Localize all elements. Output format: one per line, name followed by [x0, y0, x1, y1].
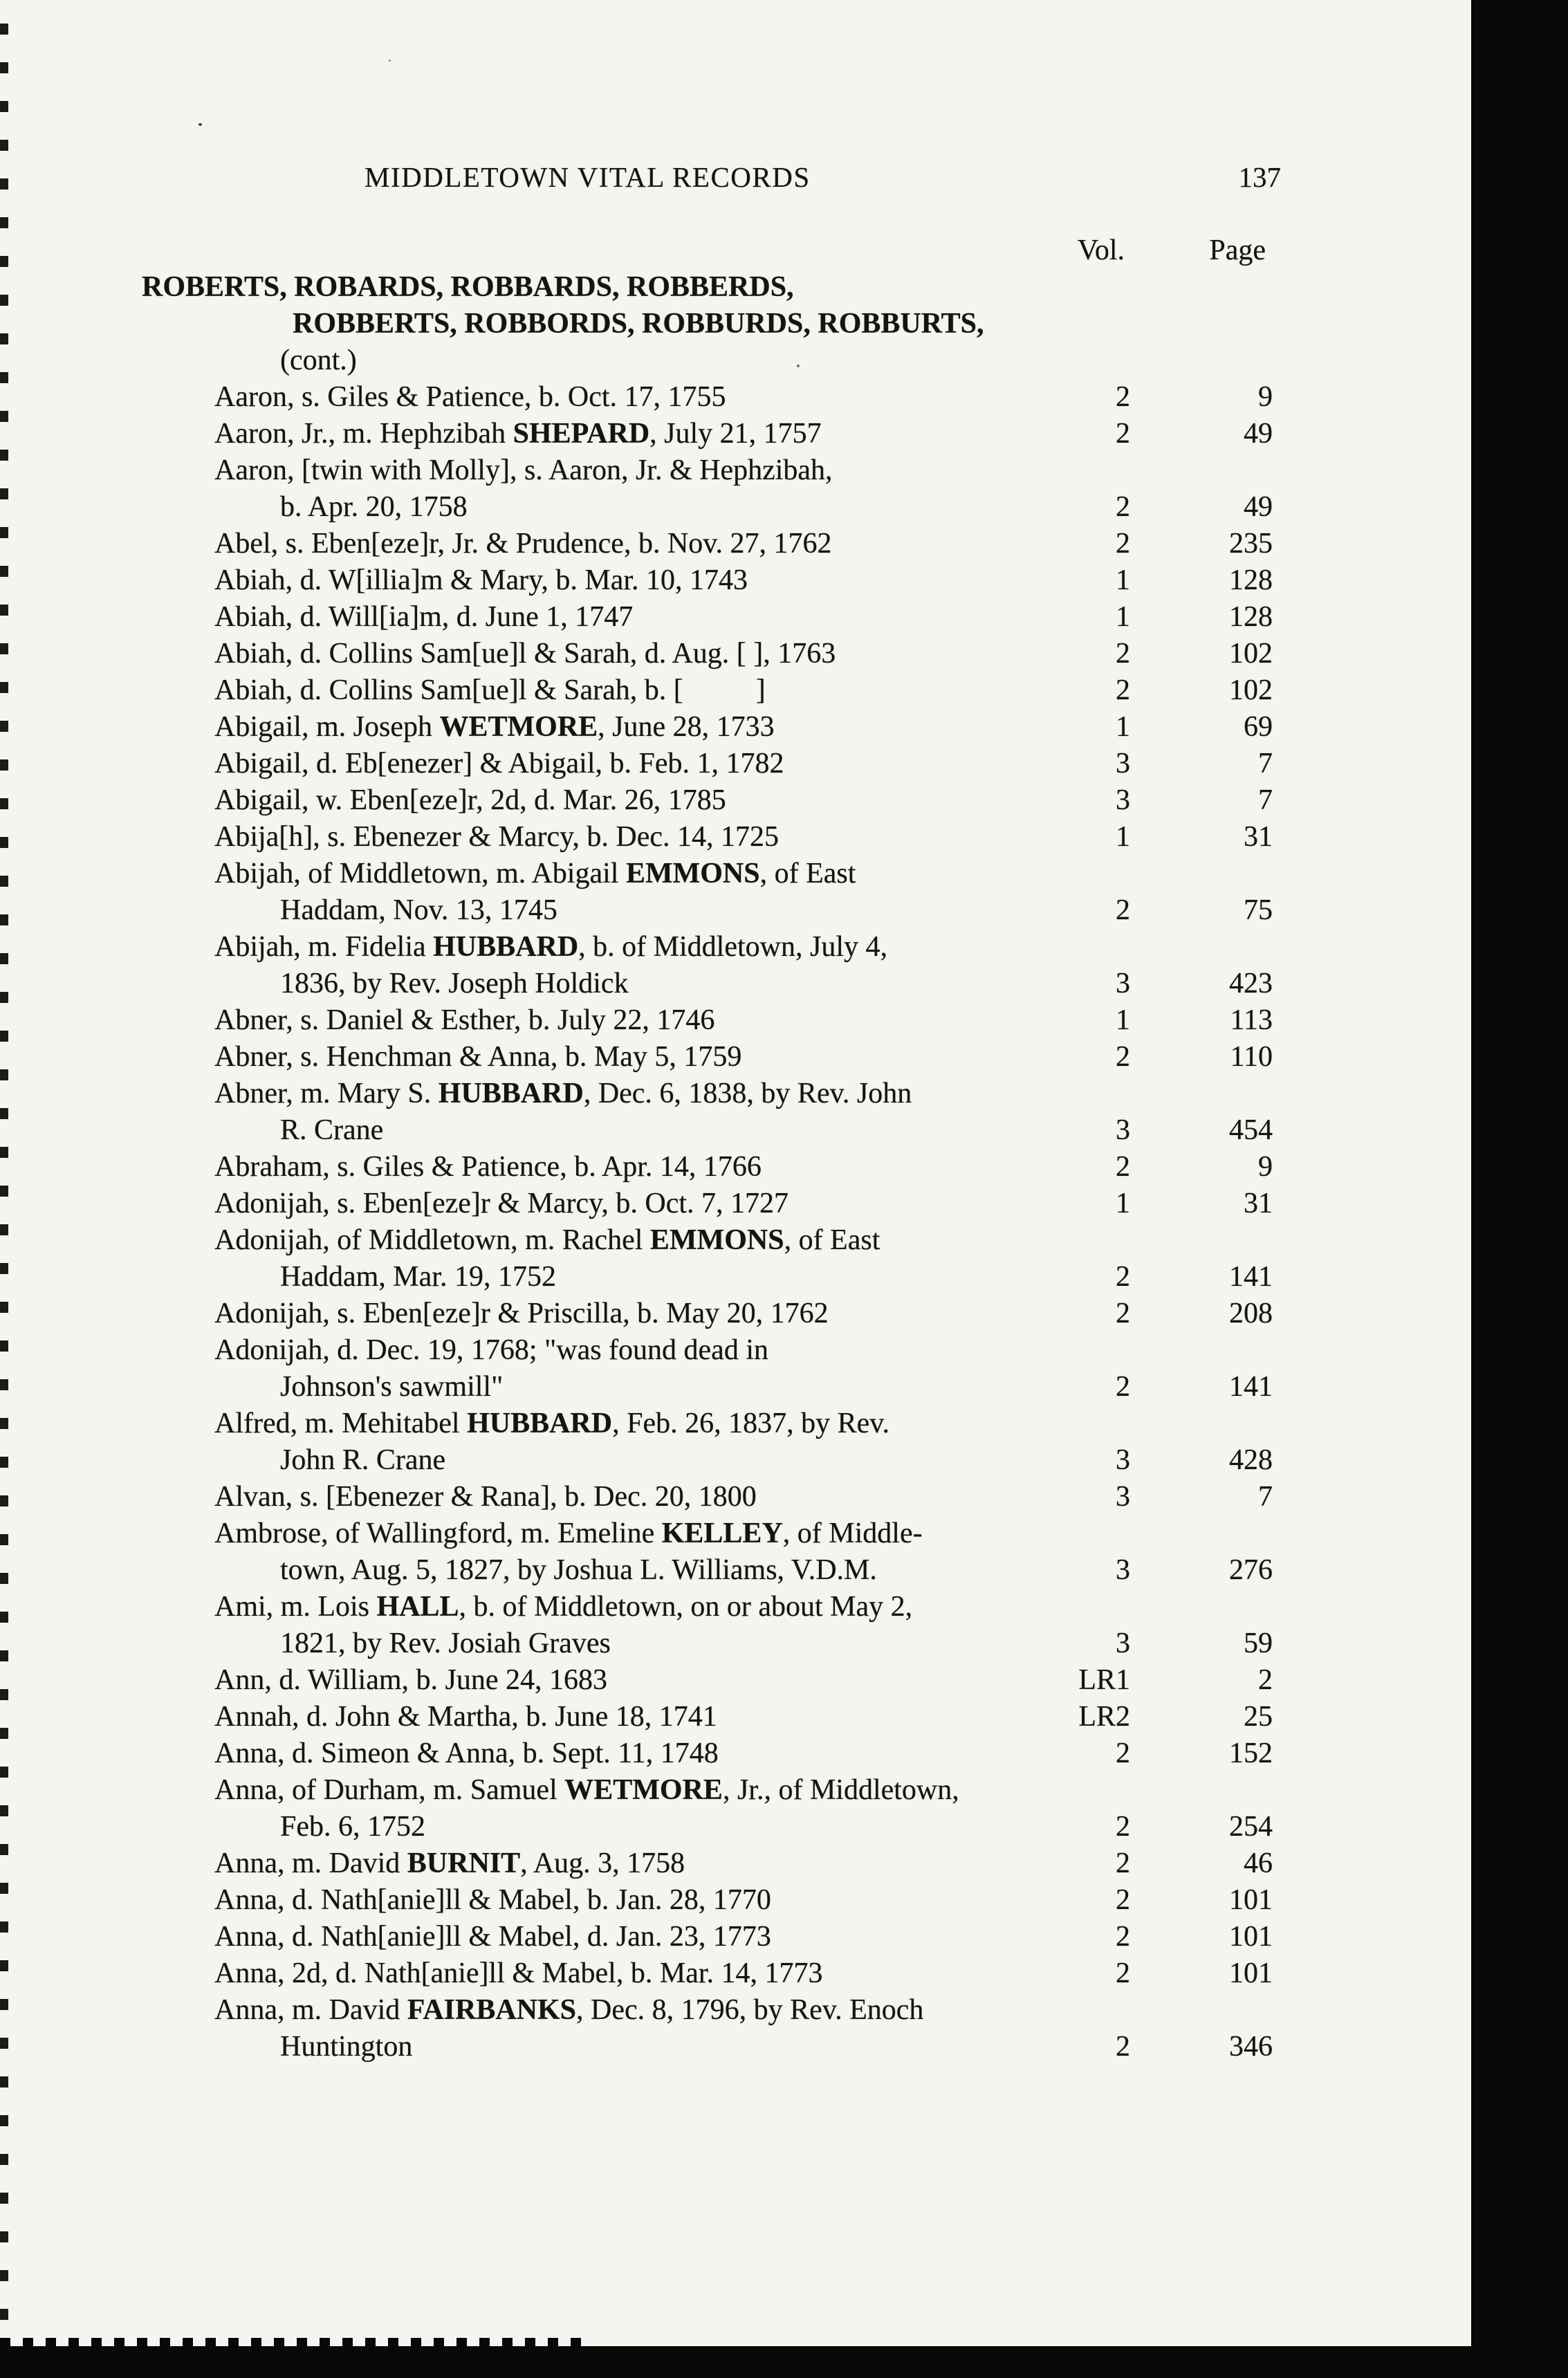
record-text: , b. of Middletown, July 4,: [578, 931, 887, 963]
record-page: 423: [1229, 968, 1273, 999]
record-text: Abijah, of Middletown, m. Abigail: [214, 858, 626, 890]
record-line: [214, 1735, 1293, 1772]
record-entry: [214, 672, 1293, 709]
record-text: , b. of Middletown, on or about May 2,: [459, 1591, 913, 1623]
record-surname-bold: HUBBARD: [438, 1078, 584, 1109]
record-line: [214, 856, 1293, 892]
record-vol: 3: [1116, 1481, 1130, 1513]
surname-heading-line2: ROBBERTS, ROBBORDS, ROBBURDS, ROBBURTS,: [293, 308, 984, 340]
record-page: 101: [1229, 1957, 1273, 1989]
record-vol: 3: [1116, 784, 1130, 816]
record-text: Ambrose, of Wallingford, m. Emeline: [214, 1518, 662, 1549]
record-page: 254: [1229, 1811, 1273, 1843]
record-page: 428: [1229, 1444, 1273, 1476]
record-text: Abner, s. Daniel & Esther, b. July 22, 1746: [214, 1004, 715, 1036]
record-vol: 3: [1116, 748, 1130, 780]
record-line: [280, 1809, 1293, 1845]
record-text: Anna, d. Simeon & Anna, b. Sept. 11, 1748: [214, 1738, 719, 1769]
record-surname-bold: BURNIT: [407, 1847, 521, 1879]
record-page: 7: [1258, 1481, 1273, 1513]
record-surname-bold: HUBBARD: [467, 1408, 613, 1439]
record-entry: [214, 929, 1293, 1002]
record-text: , of East: [759, 858, 856, 890]
record-text: Abiah, d. Will[ia]m, d. June 1, 1747: [214, 601, 634, 633]
record-surname-bold: WETMORE: [564, 1774, 723, 1806]
record-surname-bold: HALL: [376, 1591, 459, 1623]
record-line: [214, 746, 1293, 782]
record-vol: 2: [1116, 1847, 1130, 1879]
record-text: Adonijah, s. Eben[eze]r & Marcy, b. Oct. 7, 1727: [214, 1188, 789, 1219]
record-vol: 2: [1116, 1957, 1130, 1989]
record-text: Abigail, d. Eb[enezer] & Abigail, b. Feb. 1, 1782: [214, 748, 784, 780]
record-vol: 2: [1116, 1371, 1130, 1403]
record-text: Ami, m. Lois: [214, 1591, 377, 1623]
record-text: , Dec. 8, 1796, by Rev. Enoch: [576, 1994, 924, 2026]
record-line: [214, 1845, 1293, 1882]
record-entry: [214, 1845, 1293, 1882]
record-entry: [214, 526, 1293, 562]
record-entry: [214, 1772, 1293, 1845]
record-page: 2: [1258, 1664, 1273, 1696]
record-text: Alvan, s. [Ebenezer & Rana], b. Dec. 20, 1800: [214, 1481, 757, 1513]
record-entry: [214, 1002, 1293, 1039]
record-line: [214, 636, 1293, 672]
record-page: 59: [1244, 1628, 1273, 1659]
record-line: [214, 1076, 1293, 1112]
record-entry: [214, 452, 1293, 526]
page-number: 137: [1238, 161, 1281, 193]
record-page: 128: [1229, 564, 1273, 596]
record-vol: 3: [1116, 1554, 1130, 1586]
record-vol: 2: [1116, 1261, 1130, 1293]
record-vol: 1: [1116, 711, 1130, 743]
record-text: Abiah, d. W[illia]m & Mary, b. Mar. 10, 1743: [214, 564, 748, 596]
record-text: Abiah, d. Collins Sam[ue]l & Sarah, b. [ ]: [214, 674, 766, 706]
record-line: [280, 1442, 1293, 1479]
record-text: Abraham, s. Giles & Patience, b. Apr. 14, 1766: [214, 1151, 762, 1183]
record-surname-bold: FAIRBANKS: [407, 1994, 577, 2026]
record-entry: [214, 1919, 1293, 1955]
record-line: [214, 782, 1293, 819]
record-text: Anna, of Durham, m. Samuel: [214, 1774, 565, 1806]
record-text: Alfred, m. Mehitabel: [214, 1408, 468, 1439]
record-text: Anna, m. David: [214, 1847, 407, 1879]
record-text: b. Apr. 20, 1758: [280, 491, 468, 523]
record-page: 9: [1258, 1151, 1273, 1183]
record-page: 235: [1229, 528, 1273, 560]
record-entry: [214, 416, 1293, 452]
record-line: [280, 489, 1293, 526]
record-entry: [214, 1662, 1293, 1699]
record-entry: [214, 379, 1293, 416]
record-entry: [214, 1332, 1293, 1405]
record-entry: [214, 1149, 1293, 1186]
record-text: Abner, s. Henchman & Anna, b. May 5, 1759: [214, 1041, 742, 1073]
record-vol: 2: [1116, 1151, 1130, 1183]
record-line: [214, 1662, 1293, 1699]
record-line: [214, 1772, 1293, 1809]
record-line: [214, 1002, 1293, 1039]
record-vol: LR2: [1078, 1701, 1130, 1733]
record-entry: [214, 1296, 1293, 1332]
records-list: [214, 379, 1293, 2065]
record-entry: [214, 1955, 1293, 1992]
record-page: 7: [1258, 748, 1273, 780]
record-page: 31: [1244, 821, 1273, 853]
record-vol: 1: [1116, 821, 1130, 853]
record-page: 69: [1244, 711, 1273, 743]
record-text: , Jr., of Middletown,: [722, 1774, 959, 1806]
record-entry: [214, 1039, 1293, 1076]
record-line: [214, 526, 1293, 562]
record-vol: 2: [1116, 674, 1130, 706]
record-line: [214, 672, 1293, 709]
record-text: Annah, d. John & Martha, b. June 18, 1741: [214, 1701, 717, 1733]
record-page: 49: [1244, 491, 1273, 523]
record-entry: [214, 1076, 1293, 1149]
surname-heading: [142, 269, 984, 379]
record-surname-bold: SHEPARD: [513, 418, 650, 450]
record-vol: 1: [1116, 601, 1130, 633]
record-page: 7: [1258, 784, 1273, 816]
record-text: Huntington: [280, 2031, 413, 2063]
record-text: R. Crane: [280, 1114, 384, 1146]
record-entry: [214, 746, 1293, 782]
record-entry: [214, 819, 1293, 856]
record-vol: 1: [1116, 1004, 1130, 1036]
record-page: 128: [1229, 601, 1273, 633]
record-page: 152: [1229, 1738, 1273, 1769]
page-title: MIDDLETOWN VITAL RECORDS: [365, 161, 811, 193]
record-vol: 2: [1116, 528, 1130, 560]
record-page: 102: [1229, 638, 1273, 670]
record-page: 110: [1230, 1041, 1273, 1073]
record-page: 31: [1244, 1188, 1273, 1219]
record-page: 113: [1230, 1004, 1273, 1036]
record-line: [214, 562, 1293, 599]
record-line: [214, 929, 1293, 966]
record-vol: 2: [1116, 1811, 1130, 1843]
record-line: [214, 1332, 1293, 1369]
record-page: 141: [1229, 1371, 1273, 1403]
record-text: Anna, 2d, d. Nath[anie]ll & Mabel, b. Mar. 14, 1773: [214, 1957, 823, 1989]
record-vol: 2: [1116, 1298, 1130, 1329]
record-page: 141: [1229, 1261, 1273, 1293]
record-vol: 2: [1116, 638, 1130, 670]
record-line: [280, 1369, 1293, 1405]
record-entry: [214, 1735, 1293, 1772]
record-vol: 3: [1116, 1444, 1130, 1476]
record-line: [214, 599, 1293, 636]
record-vol: 2: [1116, 491, 1130, 523]
record-line: [214, 1515, 1293, 1552]
record-entry: [214, 1222, 1293, 1296]
record-entry: [214, 1699, 1293, 1735]
record-text: , July 21, 1757: [649, 418, 822, 450]
record-text: Anna, m. David: [214, 1994, 407, 2026]
record-entry: [214, 562, 1293, 599]
record-vol: 2: [1116, 894, 1130, 926]
record-page: 454: [1229, 1114, 1273, 1146]
record-line: [214, 1919, 1293, 1955]
record-vol: 3: [1116, 1114, 1130, 1146]
record-text: , of Middle-: [782, 1518, 923, 1549]
record-surname-bold: EMMONS: [625, 858, 760, 890]
record-page: 75: [1244, 894, 1273, 926]
record-text: 1836, by Rev. Joseph Holdick: [280, 968, 629, 999]
record-vol: 2: [1116, 1041, 1130, 1073]
record-entry: [214, 1992, 1293, 2065]
record-line: [214, 1405, 1293, 1442]
record-page: 208: [1229, 1298, 1273, 1329]
record-vol: 2: [1116, 381, 1130, 413]
record-line: [214, 452, 1293, 489]
record-line: [214, 1222, 1293, 1259]
record-line: [280, 1625, 1293, 1662]
record-text: Abiah, d. Collins Sam[ue]l & Sarah, d. Aug. [ ], 1763: [214, 638, 836, 670]
record-text: , Dec. 6, 1838, by Rev. John: [583, 1078, 912, 1109]
record-vol: 2: [1116, 1884, 1130, 1916]
record-line: [214, 1589, 1293, 1625]
record-line: [214, 1992, 1293, 2029]
surname-heading-line1: ROBERTS, ROBARDS, ROBBARDS, ROBBERDS,: [142, 271, 794, 303]
record-text: John R. Crane: [280, 1444, 446, 1476]
record-text: , of East: [784, 1224, 880, 1256]
record-page: 346: [1229, 2031, 1273, 2063]
record-entry: [214, 599, 1293, 636]
record-text: , Feb. 26, 1837, by Rev.: [612, 1408, 890, 1439]
record-line: [214, 1699, 1293, 1735]
record-line: [280, 966, 1293, 1002]
record-text: Abel, s. Eben[eze]r, Jr. & Prudence, b. Nov. 27, 1762: [214, 528, 832, 560]
record-entry: [214, 1515, 1293, 1589]
record-line: [214, 1186, 1293, 1222]
record-line: [214, 1882, 1293, 1919]
record-entry: [214, 709, 1293, 746]
record-text: Anna, d. Nath[anie]ll & Mabel, b. Jan. 28, 1770: [214, 1884, 771, 1916]
record-text: Abigail, w. Eben[eze]r, 2d, d. Mar. 26, 1785: [214, 784, 726, 816]
record-text: Abijah, m. Fidelia: [214, 931, 434, 963]
record-line: [280, 1112, 1293, 1149]
record-vol: 3: [1116, 968, 1130, 999]
record-text: Anna, d. Nath[anie]ll & Mabel, d. Jan. 23, 1773: [214, 1921, 771, 1953]
record-entry: [214, 1589, 1293, 1662]
record-page: 102: [1229, 674, 1273, 706]
record-page: 25: [1244, 1701, 1273, 1733]
record-surname-bold: WETMORE: [439, 711, 598, 743]
record-text: Aaron, s. Giles & Patience, b. Oct. 17, 1755: [214, 381, 726, 413]
vol-column-header: Vol.: [1077, 234, 1125, 266]
record-text: , June 28, 1733: [598, 711, 775, 743]
record-line: [214, 1039, 1293, 1076]
record-page: 276: [1229, 1554, 1273, 1586]
record-text: Aaron, [twin with Molly], s. Aaron, Jr. & Hephzibah,: [214, 454, 833, 486]
record-surname-bold: EMMONS: [649, 1224, 784, 1256]
record-page: 49: [1244, 418, 1273, 450]
record-vol: LR1: [1078, 1664, 1130, 1696]
record-entry: [214, 636, 1293, 672]
record-text: Feb. 6, 1752: [280, 1811, 425, 1843]
record-text: 1821, by Rev. Josiah Graves: [280, 1628, 611, 1659]
record-page: 101: [1229, 1884, 1273, 1916]
surname-heading-cont: (cont.): [280, 344, 357, 376]
record-line: [214, 1149, 1293, 1186]
record-vol: 1: [1116, 1188, 1130, 1219]
page-column-header: Page: [1209, 234, 1266, 266]
record-line: [214, 1296, 1293, 1332]
record-vol: 2: [1116, 2031, 1130, 2063]
record-text: Aaron, Jr., m. Hephzibah: [214, 418, 513, 450]
record-line: [280, 1552, 1293, 1589]
record-entry: [214, 856, 1293, 929]
record-text: Adonijah, s. Eben[eze]r & Priscilla, b. May 20, 1762: [214, 1298, 829, 1329]
record-page: 9: [1258, 381, 1273, 413]
record-entry: [214, 1882, 1293, 1919]
record-text: Haddam, Mar. 19, 1752: [280, 1261, 556, 1293]
record-vol: 3: [1116, 1628, 1130, 1659]
record-line: [214, 819, 1293, 856]
record-text: Ann, d. William, b. June 24, 1683: [214, 1664, 608, 1696]
record-line: [214, 1479, 1293, 1515]
record-entry: [214, 1186, 1293, 1222]
record-line: [214, 1955, 1293, 1992]
record-page: 46: [1244, 1847, 1273, 1879]
record-line: [214, 416, 1293, 452]
record-text: Abigail, m. Joseph: [214, 711, 440, 743]
record-text: Adonijah, d. Dec. 19, 1768; "was found dead in: [214, 1334, 768, 1366]
record-text: , Aug. 3, 1758: [520, 1847, 685, 1879]
record-text: Abija[h], s. Ebenezer & Marcy, b. Dec. 14, 1725: [214, 821, 780, 853]
record-vol: 2: [1116, 1921, 1130, 1953]
record-line: [280, 1259, 1293, 1296]
record-surname-bold: HUBBARD: [433, 931, 579, 963]
record-vol: 2: [1116, 418, 1130, 450]
record-text: Adonijah, of Middletown, m. Rachel: [214, 1224, 650, 1256]
record-entry: [214, 1479, 1293, 1515]
record-text: Abner, m. Mary S.: [214, 1078, 439, 1109]
record-text: Haddam, Nov. 13, 1745: [280, 894, 557, 926]
record-entry: [214, 1405, 1293, 1479]
record-line: [214, 379, 1293, 416]
record-entry: [214, 782, 1293, 819]
record-line: [280, 892, 1293, 929]
record-page: 101: [1229, 1921, 1273, 1953]
record-line: [214, 709, 1293, 746]
record-vol: 2: [1116, 1738, 1130, 1769]
record-text: town, Aug. 5, 1827, by Joshua L. Williams, V.D.M.: [280, 1554, 877, 1586]
record-line: [280, 2029, 1293, 2065]
record-surname-bold: KELLEY: [661, 1518, 783, 1549]
record-vol: 1: [1116, 564, 1130, 596]
record-text: Johnson's sawmill": [280, 1371, 504, 1403]
